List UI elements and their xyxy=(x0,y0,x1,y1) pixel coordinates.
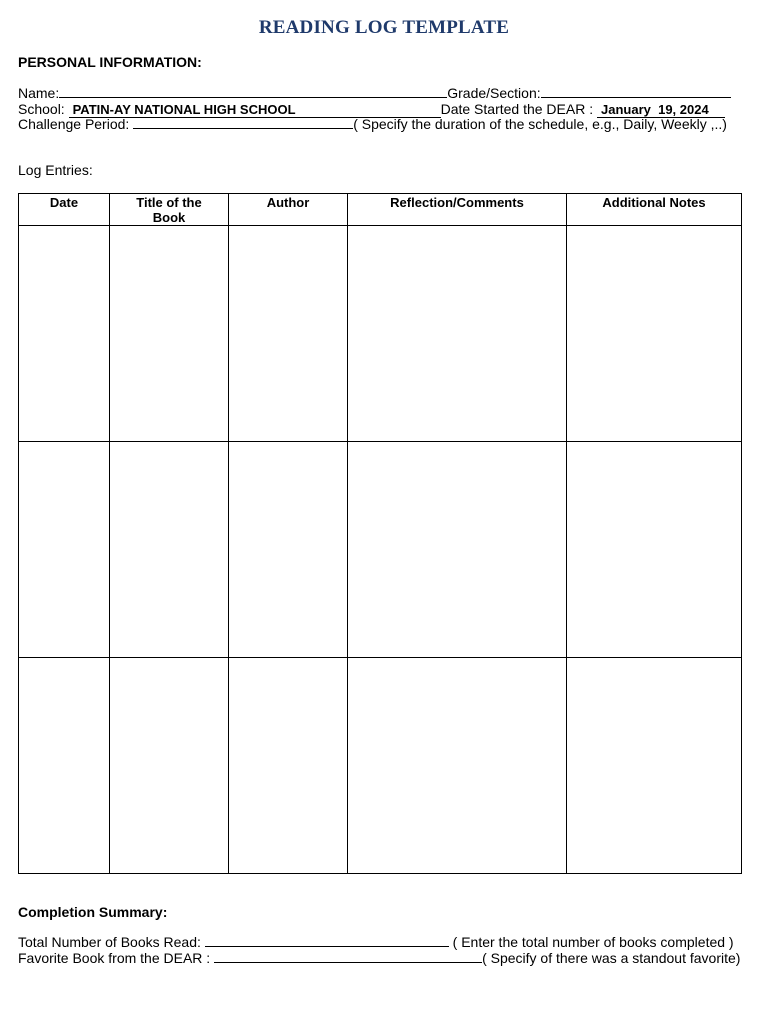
date-cell[interactable] xyxy=(19,658,110,874)
total-books-label: Total Number of Books Read: xyxy=(18,934,201,950)
challenge-period-label: Challenge Period: xyxy=(18,116,130,132)
challenge-period-field[interactable] xyxy=(133,116,353,129)
school-value: PATIN-AY NATIONAL HIGH SCHOOL xyxy=(72,102,296,117)
column-header-notes: Additional Notes xyxy=(567,194,742,226)
column-header-reflection: Reflection/Comments xyxy=(348,194,567,226)
completion-summary-heading: Completion Summary: xyxy=(18,904,168,920)
school-label: School: xyxy=(18,101,65,117)
grade-section-label: Grade/Section: xyxy=(447,85,541,101)
favorite-book-row xyxy=(18,950,740,966)
total-books-row xyxy=(18,934,734,950)
title-cell[interactable] xyxy=(110,658,229,874)
name-row xyxy=(18,85,731,101)
date-cell[interactable] xyxy=(19,226,110,442)
total-books-hint: ( Enter the total number of books completed ) xyxy=(452,934,734,950)
personal-info-heading: PERSONAL INFORMATION: xyxy=(18,54,202,70)
reading-log-table xyxy=(18,193,742,874)
date-started-label: Date Started the DEAR : xyxy=(440,101,594,117)
grade-section-field[interactable] xyxy=(541,85,731,98)
table-row xyxy=(19,658,742,874)
column-header-author: Author xyxy=(229,194,348,226)
table-header-row xyxy=(19,194,742,226)
log-entries-label: Log Entries: xyxy=(18,162,93,178)
reflection-cell[interactable] xyxy=(348,442,567,658)
author-cell[interactable] xyxy=(229,442,348,658)
notes-cell[interactable] xyxy=(567,442,742,658)
column-header-title: Title of the Book xyxy=(110,194,229,226)
reflection-cell[interactable] xyxy=(348,658,567,874)
name-field[interactable] xyxy=(59,85,447,98)
challenge-period-hint: ( Specify the duration of the schedule, e.g., Daily, Weekly ,..) xyxy=(353,116,727,132)
document-title: READING LOG TEMPLATE xyxy=(258,17,510,38)
title-cell[interactable] xyxy=(110,442,229,658)
author-cell[interactable] xyxy=(229,226,348,442)
author-cell[interactable] xyxy=(229,658,348,874)
table-row xyxy=(19,442,742,658)
favorite-book-label: Favorite Book from the DEAR : xyxy=(18,950,211,966)
title-cell[interactable] xyxy=(110,226,229,442)
table-row xyxy=(19,226,742,442)
reflection-cell[interactable] xyxy=(348,226,567,442)
name-label: Name: xyxy=(18,85,60,101)
notes-cell[interactable] xyxy=(567,226,742,442)
favorite-book-hint: ( Specify of there was a standout favorite) xyxy=(482,950,741,966)
total-books-field[interactable] xyxy=(205,934,449,947)
date-cell[interactable] xyxy=(19,442,110,658)
column-header-date: Date xyxy=(19,194,110,226)
challenge-row xyxy=(18,116,727,132)
date-started-value: January 19, 2024 xyxy=(601,102,709,117)
favorite-book-field[interactable] xyxy=(214,950,482,963)
notes-cell[interactable] xyxy=(567,658,742,874)
